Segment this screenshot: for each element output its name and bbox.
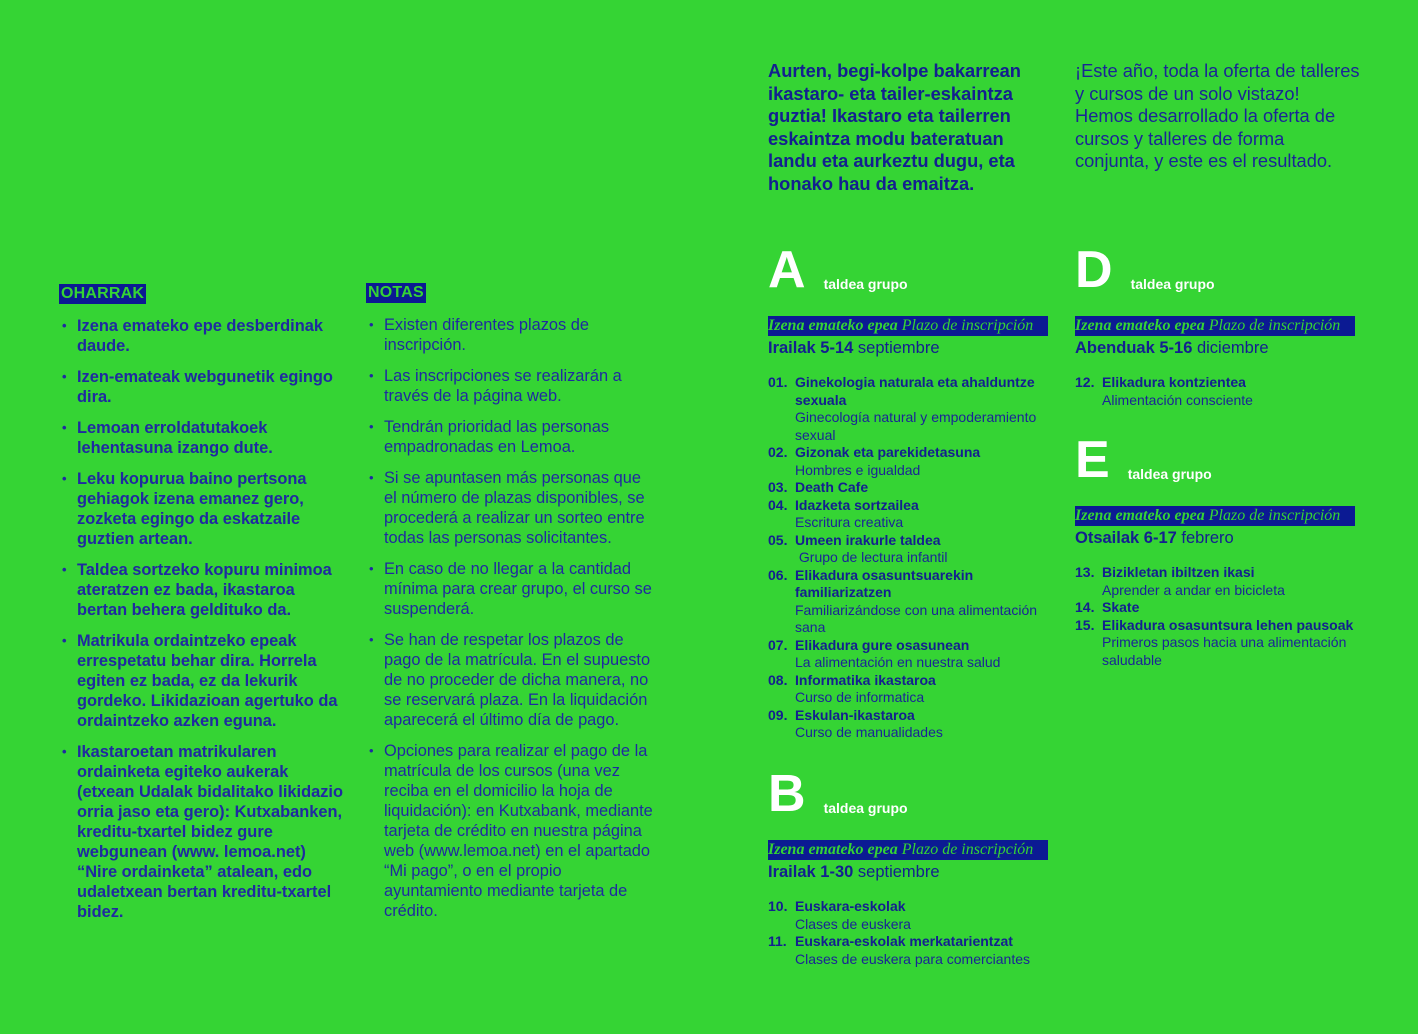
oharrak-section (59, 284, 344, 933)
group-d-heading (1075, 241, 1360, 299)
date-basque: Otsailak 6-17 (1075, 529, 1177, 547)
date-spanish: septiembre (857, 339, 940, 357)
bar-basque: Izena emateko epea (1075, 507, 1205, 524)
list-item: 14. Skate (1075, 599, 1140, 615)
list-item: 08. Informatika ikastaroa Curso de informatica (768, 671, 936, 705)
list-item: • Opciones para realizar el pago de la matrícula de los cursos (una vez reciba en el domicilio la hoja de liquidación): en Kutxabank, mediante tarjeta de crédito en nuestra página web (www.lemoa.net) en el apartado “Mi pago”, o en el propio ayuntamiento mediante tarjeta de crédito. (366, 741, 656, 921)
date-basque: Abenduak 5-16 (1075, 339, 1193, 357)
group-a (768, 241, 1053, 742)
list-item: • Si se apuntasen más personas que el número de plazas disponibles, se procederá a realizar un sorteo entre todas las personas solicitantes. (366, 468, 656, 548)
group-d (1075, 241, 1360, 409)
group-letter: E (1075, 431, 1110, 489)
list-item: • Existen diferentes plazos de inscripción. (366, 315, 656, 355)
list-item: 06. Elikadura osasuntsuarekin familiarizatzen Familiarizándose con una alimentación sana (768, 566, 1038, 635)
inscription-date (768, 338, 1053, 358)
course-list (768, 898, 1053, 968)
list-item: • Izena emateko epe desberdinak daude. (59, 316, 344, 356)
bar-basque: Izena emateko epea (768, 317, 898, 334)
inscription-bar (1075, 316, 1355, 336)
group-label: taldea grupo (823, 800, 908, 816)
list-item: 03. Death Cafe (768, 479, 869, 495)
group-b-heading (768, 765, 1053, 823)
list-item: • Taldea sortzeko kopuru minimoa ateratzen ez bada, ikastaroa bertan behera geldituko da. (59, 560, 344, 620)
list-item: • Se han de respetar los plazos de pago de la matrícula. En el supuesto de no proceder de dicha manera, no se reservará plaza. En la liquidación aparecerá el último día de pago. (366, 630, 656, 730)
date-spanish: septiembre (857, 863, 940, 881)
bar-spanish: Plazo de inscripción (901, 317, 1034, 334)
list-item: 05. Umeen irakurle taldea Grupo de lectura infantil (768, 531, 948, 565)
list-item: 07. Elikadura gure osasunean La alimentación en nuestra salud (768, 636, 1001, 670)
list-item: • Tendrán prioridad las personas empadronadas en Lemoa. (366, 417, 656, 457)
bar-basque: Izena emateko epea (1075, 317, 1205, 334)
course-list (1075, 564, 1360, 669)
bar-spanish: Plazo de inscripción (1208, 317, 1341, 334)
group-label: taldea grupo (823, 276, 908, 292)
list-item: 12. Elikadura kontzientea Alimentación consciente (1075, 374, 1253, 408)
list-item: 15. Elikadura osasuntsura lehen pausoak Primeros pasos hacia una alimentación saludable (1075, 616, 1354, 668)
bar-spanish: Plazo de inscripción (901, 841, 1034, 858)
group-label: taldea grupo (1127, 466, 1212, 482)
list-item: • En caso de no llegar a la cantidad mínima para crear grupo, el curso se suspenderá. (366, 559, 656, 619)
list-item: • Izen-emateak webgunetik egingo dira. (59, 367, 344, 407)
inscription-bar (768, 316, 1048, 336)
group-e-heading (1075, 431, 1360, 489)
list-item: 13. Bizikletan ibiltzen ikasi Aprender a andar en bicicleta (1075, 564, 1285, 598)
list-item: 01. Ginekologia naturala eta ahalduntze sexuala Ginecología natural y empoderamiento sexual (768, 374, 1037, 443)
list-item: 04. Idazketa sortzailea Escritura creativa (768, 496, 919, 530)
group-e (1075, 431, 1360, 669)
inscription-bar (1075, 506, 1355, 526)
list-item: 11. Euskara-eskolak merkatarientzat Clases de euskera para comerciantes (768, 933, 1031, 967)
group-b (768, 765, 1053, 968)
group-letter: D (1075, 241, 1113, 299)
intro-basque: Aurten, begi-kolpe bakarrean ikastaro- eta tailer-eskaintza guztia! Ikastaro eta tailerren eskaintza modu bateratuan landu eta aurkeztu dugu, eta honako hau da emaitza. (768, 60, 1021, 194)
group-letter: A (768, 241, 806, 299)
inscription-date (1075, 338, 1360, 358)
inscription-bar (768, 840, 1048, 860)
course-list (768, 374, 1053, 742)
date-spanish: diciembre (1196, 339, 1269, 357)
course-list (1075, 374, 1360, 409)
notas-header: NOTAS (368, 284, 424, 301)
group-a-heading (768, 241, 1053, 299)
list-item: 10. Euskara-eskolak Clases de euskera (768, 898, 911, 932)
list-item: • Ikastaroetan matrikularen ordainketa egiteko aukerak (etxean Udalak bidalitako likidazio orria jaso eta gero): Kutxabanken, kreditu-txartel bidez gure webgunean (www. lemoa.net) “Nire ordainketa” atalean, edo udaletxean bertan kreditu-txartel bidez. (59, 742, 344, 922)
list-item: 09. Eskulan-ikastaroa Curso de manualidades (768, 706, 943, 740)
group-label: taldea grupo (1130, 276, 1215, 292)
notas-section (366, 283, 656, 932)
inscription-date (1075, 528, 1360, 548)
list-item: • Lemoan erroldatutakoek lehentasuna izango dute. (59, 418, 344, 458)
list-item: • Leku kopurua baino pertsona gehiagok izena emanez gero, zozketa egingo da eskatzaile guztien artean. (59, 469, 344, 549)
list-item: • Las inscripciones se realizarán a través de la página web. (366, 366, 656, 406)
inscription-date (768, 862, 1053, 882)
date-basque: Irailak 5-14 (768, 339, 854, 357)
notas-list (366, 315, 656, 921)
list-item: • Matrikula ordaintzeko epeak errespetatu behar dira. Horrela egiten ez bada, ez da lekurik gordeko. Likidazioan agertuko da ordaintzeko azken eguna. (59, 631, 344, 731)
intro-spanish: ¡Este año, toda la oferta de talleres y cursos de un solo vistazo! Hemos desarrollado la oferta de cursos y talleres de forma conjunta, y este es el resultado. (1075, 60, 1360, 171)
list-item: 02. Gizonak eta parekidetasuna Hombres e igualdad (768, 444, 981, 478)
bar-spanish: Plazo de inscripción (1208, 507, 1341, 524)
date-basque: Irailak 1-30 (768, 863, 854, 881)
date-spanish: febrero (1181, 529, 1234, 547)
group-letter: B (768, 765, 806, 823)
oharrak-header: OHARRAK (61, 285, 145, 302)
oharrak-list (59, 316, 344, 922)
bar-basque: Izena emateko epea (768, 841, 898, 858)
